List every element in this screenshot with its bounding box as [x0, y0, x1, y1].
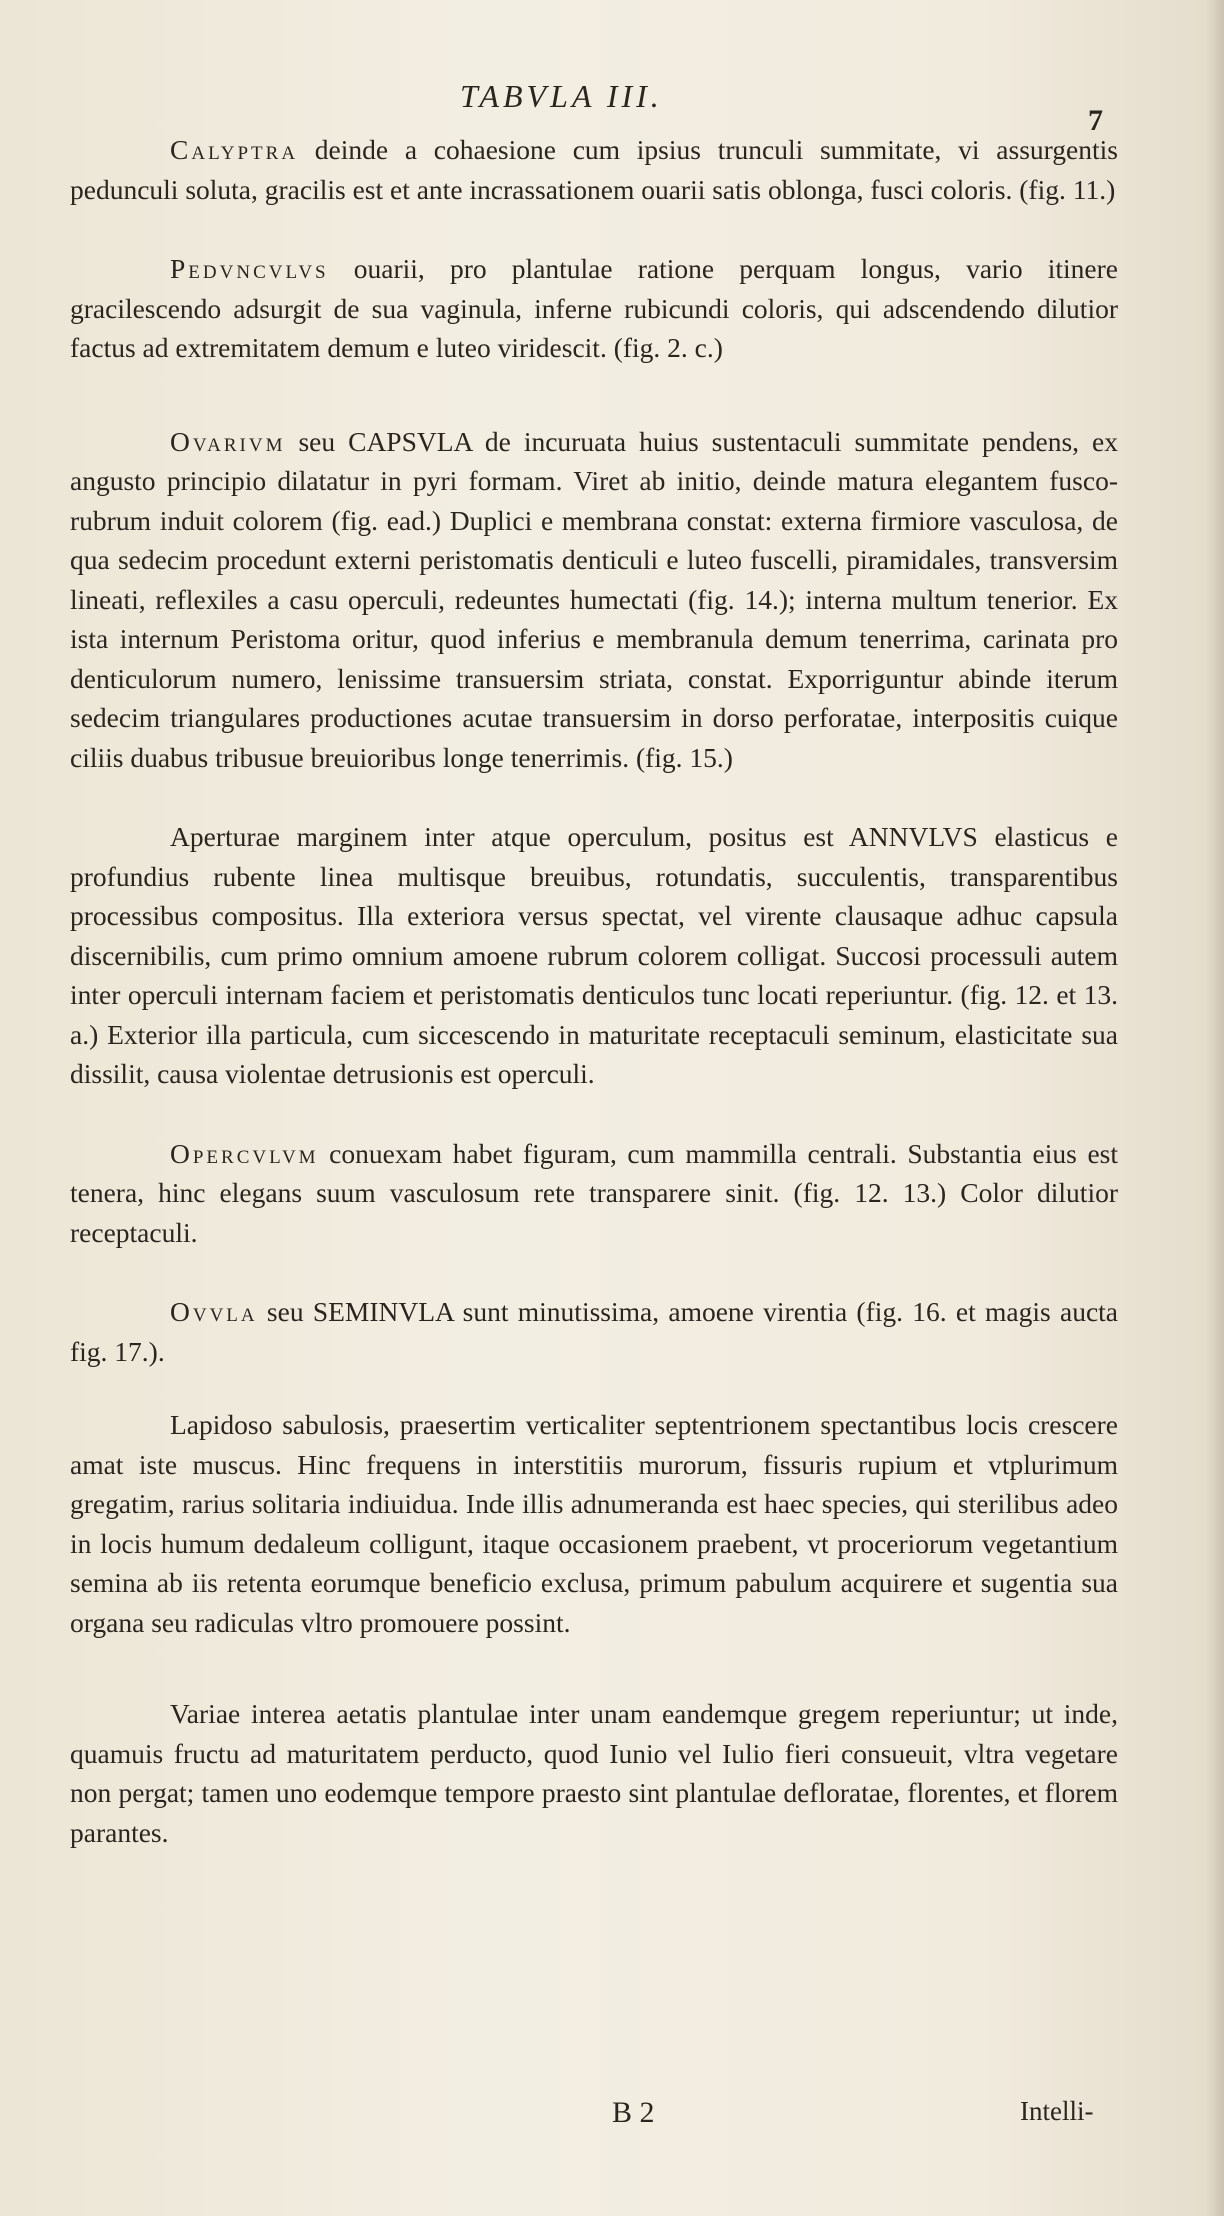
paragraph-text: deinde a cohaesione cum ipsius trunculi summitate, vi assurgentis pedunculi soluta, gracilis est et ante incrassationem ouarii satis oblonga, fusci coloris. (fig. 11.) — [70, 134, 1118, 205]
catchword: Intelli- — [1020, 2096, 1094, 2126]
paragraph-operculum — [70, 1134, 1118, 1253]
body-text — [70, 130, 1118, 1852]
paragraph-habitat — [70, 1405, 1118, 1642]
paragraph-ovula — [70, 1292, 1118, 1371]
paragraph-pedunculus — [70, 249, 1118, 368]
paragraph-lead-word: Pedvncvlvs — [170, 253, 329, 284]
paragraph-ovarium — [70, 422, 1118, 778]
paragraph-lead-word: Calyptra — [170, 134, 299, 165]
paragraph-text: Variae interea aetatis plantulae inter unam eandemque gregem reperiuntur; ut inde, quamuis fructu ad maturitatem perducto, quod Iunio vel Iulio fieri consueuit, vltra vegetare non pergat; tamen uno eodemque tempore praesto sint plantulae defloratae, florentes, et florem parantes. — [70, 1698, 1118, 1848]
paragraph-text: seu SEMINVLA sunt minutissima, amoene virentia (fig. 16. et magis aucta fig. 17.). — [70, 1296, 1118, 1367]
paragraph-lead-word: Ovvla — [170, 1296, 258, 1327]
paragraph-text: conuexam habet figuram, cum mammilla centrali. Substantia eius est tenera, hinc elegans suum vasculosum rete transparere sinit. (fig. 12. 13.) Color dilutior receptaculi. — [70, 1137, 1118, 1248]
page-gutter-shadow — [1206, 0, 1224, 2216]
paragraph-text: ouarii, pro plantulae ratione perquam longus, vario itinere gracilescendo adsurgit de sua vaginula, inferne rubicundi coloris, qui adscendendo dilutior factus ad extremitatem demum e luteo viridescit. (fig. 2. c.) — [70, 253, 1118, 363]
paragraph-text: Lapidoso sabulosis, praesertim verticaliter septentrionem spectantibus locis crescere amat iste muscus. Hinc frequens in interstitiis murorum, fissuris rupium et vtplurimum gregatim, rarius solitaria indiuidua. Inde illis adnumeranda est haec species, qui sterilibus adeo in locis humum dedaleum colligunt, itaque occasionem praebent, vt proceriorum vegetantium semina ab iis retenta eorumque beneficio exclusa, primum pabulum acquirere et sugentia sua organa seu radiculas vltro promouere possint. — [70, 1409, 1118, 1638]
page-number: 7 — [1088, 104, 1103, 137]
signature-mark: B 2 — [612, 2096, 655, 2129]
paragraph-lead-word: Opercvlvm — [170, 1137, 319, 1169]
paragraph-annulus — [70, 817, 1118, 1094]
paragraph-text: seu CAPSVLA de incuruata huius sustentaculi summitate pendens, ex angusto principio dilatatur in pyri formam. Viret ab initio, deinde matura elegantem fusco-rubrum induit colorem (fig. ead.) Duplici e membrana constat: externa firmiore vasculosa, de qua sedecim procedunt externi peristomatis denticuli e luteo fuscelli, piramidales, transversim lineati, reflexiles a casu operculi, redeuntes humectati (fig. 14.); interna multum tenerior. Ex ista internum Peristoma oritur, quod inferius e membranula demum tenerrima, carinata pro denticulorum numero, lenissime transuersim striata, constat. Exporriguntur abinde iterum sedecim triangulares productiones acutae transuersim in dorso perforatae, interpositis cuique ciliis duabus tribusue breuioribus longe tenerrimis. (fig. 15.) — [70, 425, 1118, 773]
paragraph-calyptra — [70, 130, 1118, 209]
running-title: TABVLA III. — [460, 78, 663, 114]
paragraph-text: Aperturae marginem inter atque operculum, positus est ANNVLVS elasticus e profundius rubente linea multisque breuibus, rotundatis, succulentis, transparentibus processibus compositus. Illa exteriora versus spectat, vel virente clausaque adhuc capsula discernibilis, cum primo omnium amoene rubrum colorem colligat. Succosi processuli autem inter operculi internam faciem et peristomatis denticulos tunc locati reperiuntur. (fig. 12. et 13. a.) Exterior illa particula, cum siccescendo in maturitate receptaculi seminum, elasticitate sua dissilit, causa violentae detrusionis est operculi. — [70, 821, 1118, 1089]
paragraph-lead-word: Ovarivm — [170, 425, 286, 457]
paragraph-aetas — [70, 1694, 1118, 1852]
page-footer — [0, 2096, 1224, 2142]
page-header — [0, 78, 1224, 137]
